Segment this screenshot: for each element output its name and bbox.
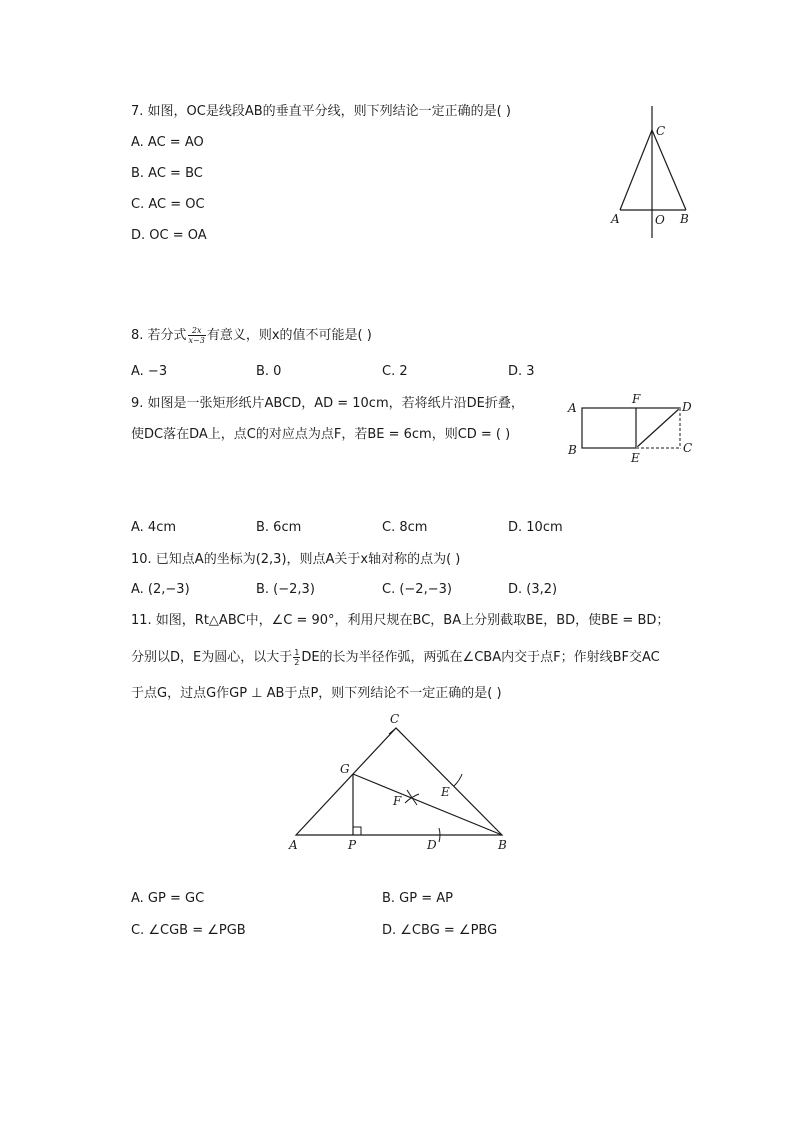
q11-stem-line2 <box>131 648 660 667</box>
q7-option-d: D. OC = OA <box>131 228 207 243</box>
q9-label-f: F <box>632 392 641 406</box>
q9-label-d: D <box>682 400 692 414</box>
q10-option-d: D. (3,2) <box>508 582 558 597</box>
q8-stem-pre: 8. 若分式 <box>131 328 187 343</box>
q11-stem-line3: 于点G，过点G作GP ⊥ AB于点P，则下列结论不一定正确的是( ) <box>131 686 502 701</box>
q7-segment-bc <box>652 130 686 210</box>
q10-option-c: C. (−2,−3) <box>382 582 452 597</box>
q9-option-c: C. 8cm <box>382 520 428 535</box>
q11-label-d: D <box>427 838 437 852</box>
q9-label-e: E <box>631 451 640 465</box>
q9-stem-line1: 9. 如图是一张矩形纸片ABCD，AD = 10cm，若将纸片沿DE折叠， <box>131 396 524 411</box>
q7-stem: 7. 如图，OC是线段AB的垂直平分线，则下列结论一定正确的是( ) <box>131 104 511 119</box>
q9-label-a: A <box>568 401 577 415</box>
q11-option-c: C. ∠CGB = ∠PGB <box>131 923 246 938</box>
q11-label-b: B <box>498 838 507 852</box>
q9-stem-line2: 使DC落在DA上，点C的对应点为点F，若BE = 6cm，则CD = ( ) <box>131 427 511 442</box>
q8-option-c: C. 2 <box>382 364 408 379</box>
q7-label-o: O <box>655 213 665 227</box>
q11-label-a: A <box>289 838 298 852</box>
q8-fraction <box>188 326 206 345</box>
q11-triangle-abc <box>296 728 502 835</box>
q8-stem <box>131 326 372 345</box>
q7-label-c: C <box>656 124 666 138</box>
q11-ray-bf <box>353 774 502 835</box>
q9-label-c: C <box>683 441 693 455</box>
q11-stem2-pre: 分别以D，E为圆心，以大于 <box>131 650 293 665</box>
q8-option-a: A. −3 <box>131 364 168 379</box>
q9-option-d: D. 10cm <box>508 520 563 535</box>
q10-stem: 10. 已知点A的坐标为(2,3)，则点A关于x轴对称的点为( ) <box>131 552 461 567</box>
q9-figure <box>562 390 702 468</box>
q8-fraction-numerator: 2x <box>188 326 206 336</box>
q7-segment-ac <box>620 130 652 210</box>
q10-option-a: A. (2,−3) <box>131 582 190 597</box>
q11-label-f: F <box>393 794 402 808</box>
q10-option-b: B. (−2,3) <box>256 582 315 597</box>
q11-stem-line1: 11. 如图，Rt△ABC中，∠C = 90°，利用尺规在BC，BA上分别截取BE，BD，使BE = BD； <box>131 613 670 628</box>
q9-option-b: B. 6cm <box>256 520 302 535</box>
q9-label-b: B <box>568 443 577 457</box>
q11-arc-e <box>454 774 462 786</box>
q11-half-fraction <box>293 648 300 667</box>
q7-option-b: B. AC = BC <box>131 166 203 181</box>
q11-option-a: A. GP = GC <box>131 891 205 906</box>
q11-right-angle-p <box>353 827 361 835</box>
q7-figure <box>600 100 710 245</box>
q11-half-denominator: 2 <box>294 658 300 667</box>
q9-fold-line-de <box>636 408 680 448</box>
q7-label-a: A <box>611 212 620 226</box>
q9-option-a: A. 4cm <box>131 520 177 535</box>
q11-figure <box>280 708 520 856</box>
q11-label-e: E <box>441 785 450 799</box>
q11-label-p: P <box>348 838 357 852</box>
q8-fraction-denominator: x−3 <box>188 336 205 345</box>
q11-option-d: D. ∠CBG = ∠PBG <box>382 923 498 938</box>
q8-option-b: B. 0 <box>256 364 282 379</box>
q11-stem2-post: DE的长为半径作弧，两弧在∠CBA内交于点F；作射线BF交AC <box>301 650 660 665</box>
q11-option-b: B. GP = AP <box>382 891 453 906</box>
q11-label-c: C <box>390 712 400 726</box>
q9-rectangle <box>582 408 680 448</box>
q7-option-c: C. AC = OC <box>131 197 205 212</box>
q11-label-g: G <box>340 762 350 776</box>
q8-stem-post: 有意义，则x的值不可能是( ) <box>206 328 372 343</box>
q8-option-d: D. 3 <box>508 364 535 379</box>
q7-option-a: A. AC = AO <box>131 135 204 150</box>
q7-label-b: B <box>680 212 689 226</box>
q11-half-numerator: 1 <box>294 648 300 657</box>
